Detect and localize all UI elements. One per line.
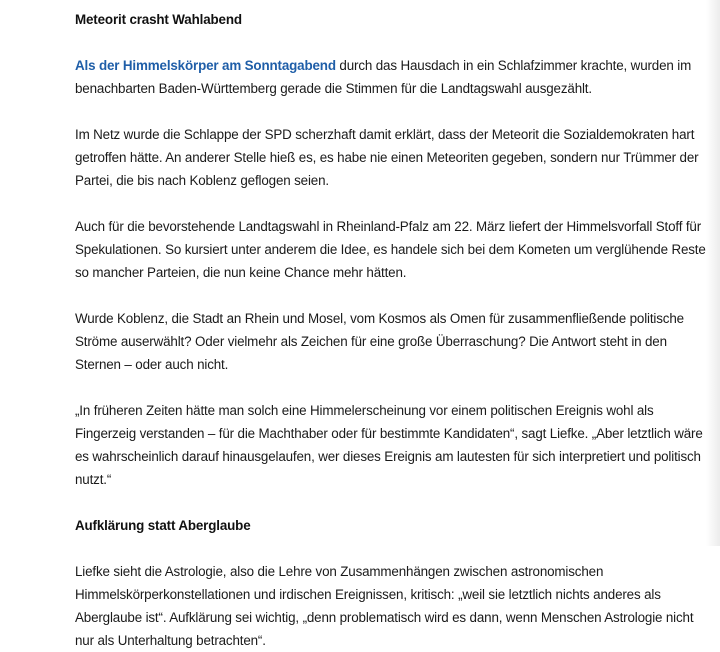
article-body [75,0,715,652]
section-heading-aufklaerung: Aufklärung statt Aberglaube [75,518,251,533]
article-link-himmelskoerper[interactable]: Als der Himmelskörper am Sonntagabend [75,58,336,73]
paragraph-1-text: durch das Hausdach in ein Schlafzimmer krachte, wurden im benachbarten Baden-Württemberg gerade die Stimmen für die Landtagswahl ausgezählt. [75,58,692,96]
paragraph-4: Wurde Koblenz, die Stadt an Rhein und Mosel, vom Kosmos als Omen für zusammenfließende politische Ströme auserwählt? Oder vielmehr als Zeichen für eine große Überraschung? Die Antwort steht in den Sternen – oder auch nicht. [75,311,684,372]
scroll-edge-shadow [706,0,720,546]
paragraph-5-quote: „In früheren Zeiten hätte man solch eine Himmelerscheinung vor einem politischen Ereignis wohl als Fingerzeig verstanden – für die Machthaber oder für bestimmte Kandidaten“, sagt Liefke. „Aber letztlich wäre es wahrscheinlich darauf hinausgelaufen, wer dieses Ereignis am lautesten für sich interpretiert und politisch nutzt.“ [75,403,703,487]
paragraph-3: Auch für die bevorstehende Landtagswahl in Rheinland-Pfalz am 22. März liefert der Himmelsvorfall Stoff für Spekulationen. So kursiert unter anderem die Idee, es handele sich bei dem Kometen um verglühende Reste so mancher Parteien, die nun keine Chance mehr hätten. [75,219,706,280]
paragraph-2: Im Netz wurde die Schlappe der SPD scherzhaft damit erklärt, dass der Meteorit die Sozialdemokraten hart getroffen hätte. An anderer Stelle hieß es, es habe nie einen Meteoriten gegeben, sondern nur Trümmer der Partei, die bis nach Koblenz geflogen seien. [75,127,699,188]
paragraph-1 [75,54,715,100]
paragraph-6: Liefke sieht die Astrologie, also die Lehre von Zusammenhängen zwischen astronomischen Himmelskörperkonstellationen und irdischen Ereignissen, kritisch: „weil sie letztlich nichts anderes als Aberglaube ist“. Aufklärung sei wichtig, „denn problematisch wird es dann, wenn Menschen Astrologie nicht nur als Unterhaltung betrachten“. [75,564,694,648]
section-heading-meteorit: Meteorit crasht Wahlabend [75,12,242,27]
